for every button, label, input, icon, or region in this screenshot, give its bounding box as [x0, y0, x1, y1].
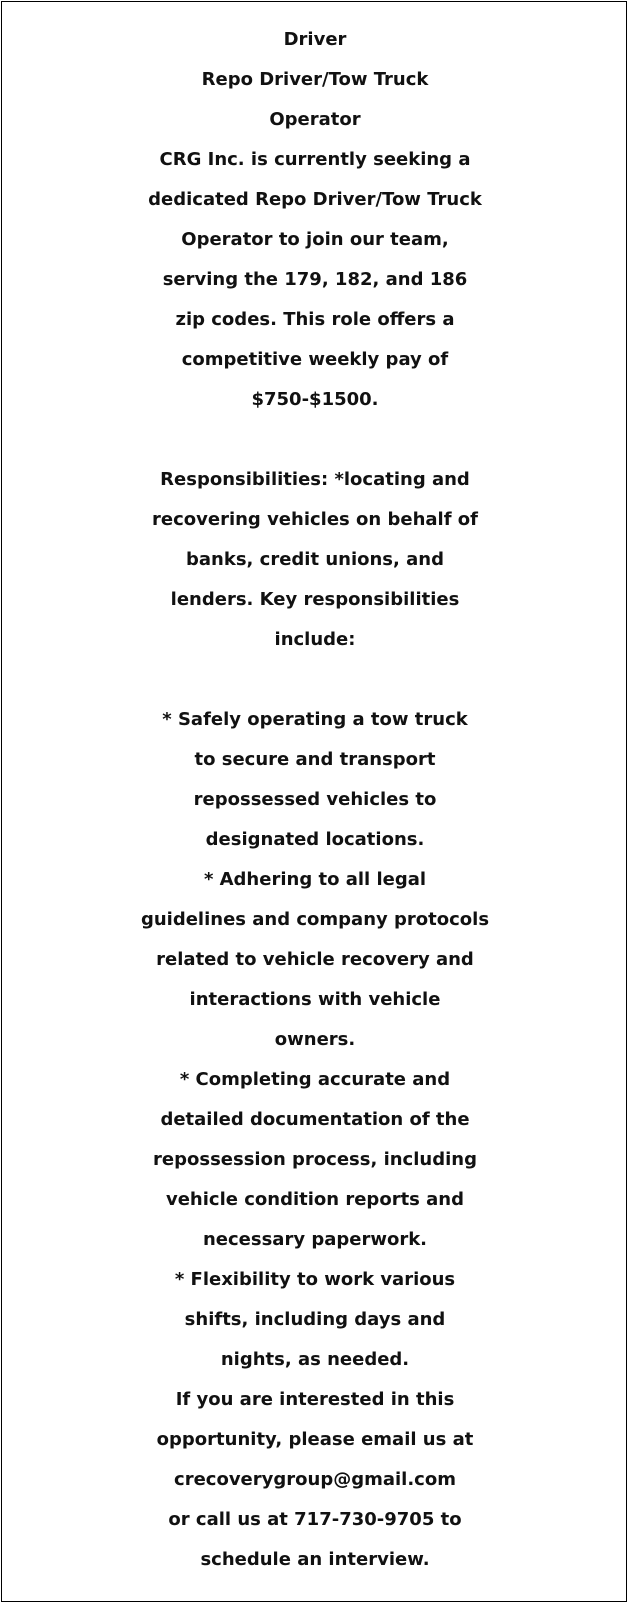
bullet-line: necessary paperwork. — [202, 1229, 428, 1250]
intro-line: CRG Inc. is currently seeking a — [159, 149, 471, 170]
bullet-line: owners. — [274, 1029, 356, 1050]
bullet-line: to secure and transport — [194, 749, 436, 770]
contact-line: If you are interested in this — [175, 1389, 455, 1410]
responsibilities-line: recovering vehicles on behalf of — [152, 509, 478, 530]
bullet-line: designated locations. — [205, 829, 425, 850]
responsibilities-line: Responsibilities: *locating and — [160, 469, 470, 490]
bullet-line: shifts, including days and — [184, 1309, 446, 1330]
job-title-line: Operator — [269, 109, 361, 130]
bullet-line: repossessed vehicles to — [193, 789, 437, 810]
paragraph-spacer — [2, 660, 628, 700]
intro-line: dedicated Repo Driver/Tow Truck — [148, 189, 482, 210]
paragraph-spacer — [2, 420, 628, 460]
contact-line: opportunity, please email us at — [156, 1429, 474, 1450]
intro-line: competitive weekly pay of — [181, 349, 449, 370]
bullet-line: detailed documentation of the — [160, 1109, 470, 1130]
intro-line: serving the 179, 182, and 186 — [162, 269, 468, 290]
bullet-line: * Flexibility to work various — [174, 1269, 456, 1290]
bullet-line: related to vehicle recovery and — [156, 949, 474, 970]
bullet-line: * Adhering to all legal — [203, 869, 427, 890]
ad-heading: Driver — [283, 29, 347, 50]
pay-range: $750-$1500. — [251, 389, 379, 410]
responsibilities-line: banks, credit unions, and — [186, 549, 444, 570]
contact-email: crecoverygroup@gmail.com — [174, 1469, 456, 1490]
bullet-line: vehicle condition reports and — [165, 1189, 464, 1210]
intro-line: zip codes. This role offers a — [175, 309, 455, 330]
bullet-line: repossession process, including — [153, 1149, 477, 1170]
job-title-line: Repo Driver/Tow Truck — [201, 69, 429, 90]
bullet-line: interactions with vehicle — [189, 989, 441, 1010]
contact-phone-line: or call us at 717-730-9705 to — [168, 1509, 462, 1530]
bullet-line: * Completing accurate and — [179, 1069, 451, 1090]
job-ad-body — [2, 20, 628, 1580]
intro-line: Operator to join our team, — [181, 229, 449, 250]
bullet-line: * Safely operating a tow truck — [162, 709, 468, 730]
bullet-line: guidelines and company protocols — [140, 909, 490, 930]
contact-line: schedule an interview. — [200, 1549, 430, 1570]
bullet-line: nights, as needed. — [220, 1349, 410, 1370]
job-ad-frame — [1, 1, 627, 1602]
responsibilities-line: lenders. Key responsibilities — [170, 589, 460, 610]
responsibilities-line: include: — [274, 629, 356, 650]
